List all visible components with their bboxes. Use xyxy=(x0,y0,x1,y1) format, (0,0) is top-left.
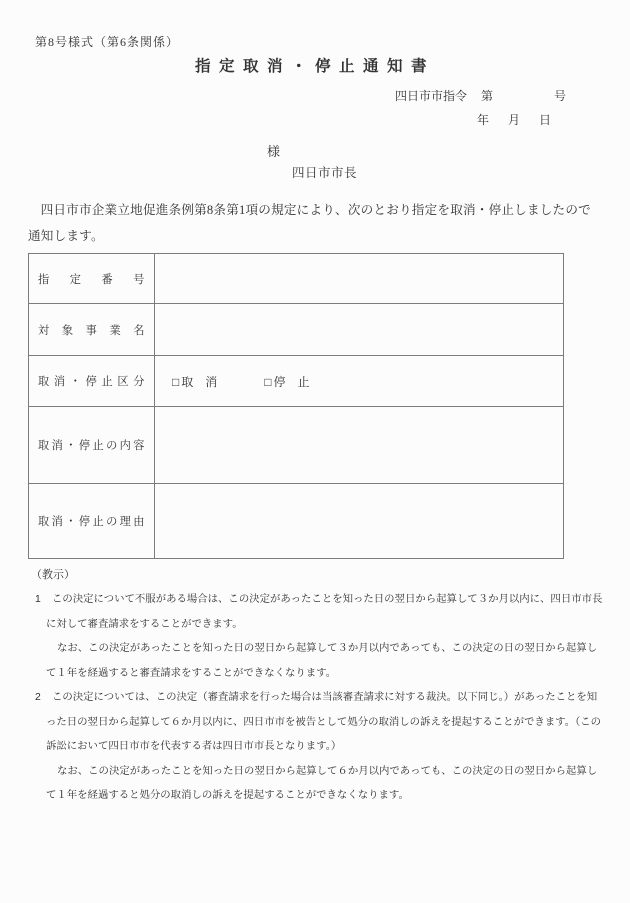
notice-section xyxy=(31,562,605,809)
cancel-option[interactable] xyxy=(172,375,217,389)
directive-number-prefix: 第 xyxy=(481,89,494,103)
table-row-business-name xyxy=(29,304,564,356)
form-table xyxy=(28,253,564,559)
date-line xyxy=(477,111,551,128)
table-row-designation-number xyxy=(29,254,564,304)
sender-name: 四日市市長 xyxy=(292,166,358,180)
notice-item-1-paragraph-2: なお、この決定があったことを知った日の翌日から起算して３か月以内であっても、この決定の日の翌日から起算して１年を経過すると審査請求をすることができなくなります。 xyxy=(46,643,598,679)
checkbox-suspend-icon[interactable]: □ xyxy=(264,374,272,389)
designation-number-label: 指定番号 xyxy=(29,254,155,304)
notice-item-2-number: 2 xyxy=(35,692,41,703)
form-number: 第8号様式（第6条関係） xyxy=(35,35,180,49)
notice-item-1 xyxy=(35,588,605,686)
category-field xyxy=(155,356,564,407)
designation-number-field[interactable] xyxy=(155,254,564,304)
reason-field[interactable] xyxy=(155,484,564,559)
notice-item-2-paragraph-1: この決定については、この決定（審査請求を行った場合は当該審査請求に対する裁決。以下同じ。）があったことを知った日の翌日から起算して６か月以内に、四日市市を被告として処分の取消しの訴えを提起することができます。（この訴訟において四日市市を代表する者は四日市市長となります。） xyxy=(46,692,602,752)
page-title: 指定取消・停止通知書 xyxy=(194,58,435,75)
notice-heading: （教示） xyxy=(31,569,75,581)
date-month-label: 月 xyxy=(508,113,521,127)
business-name-label: 対象事業名 xyxy=(29,304,155,356)
suspend-option[interactable] xyxy=(264,375,309,389)
content-field[interactable] xyxy=(155,407,564,484)
table-row-content xyxy=(29,407,564,484)
notice-item-1-paragraph-1: この決定について不服がある場合は、この決定があったことを知った日の翌日から起算して３か月以内に、四日市市長に対して審査請求をすることができます。 xyxy=(46,594,603,630)
date-day-label: 日 xyxy=(539,113,552,127)
table-row-reason xyxy=(29,484,564,559)
notice-item-2 xyxy=(35,686,605,809)
directive-number-suffix: 号 xyxy=(554,89,567,103)
notice-item-1-number: 1 xyxy=(35,594,41,605)
table-row-category xyxy=(29,356,564,407)
directive-authority: 四日市市指令 xyxy=(395,89,468,103)
suspend-option-label: 停 止 xyxy=(273,374,310,389)
checkbox-cancel-icon[interactable]: □ xyxy=(172,374,180,389)
category-label: 取消・停止区分 xyxy=(29,356,155,407)
notice-item-2-paragraph-2: なお、この決定があったことを知った日の翌日から起算して６か月以内であっても、この決定の日の翌日から起算して１年を経過すると処分の取消しの訴えを提起することができなくなります。 xyxy=(46,765,598,801)
cancel-option-label: 取 消 xyxy=(181,374,218,389)
content-label: 取消・停止の内容 xyxy=(29,407,155,484)
body-paragraph: 四日市市企業立地促進条例第8条第1項の規定により、次のとおり指定を取消・停止しましたので通知します。 xyxy=(28,203,591,243)
addressee-honorific: 様 xyxy=(267,144,281,159)
business-name-field[interactable] xyxy=(155,304,564,356)
reason-label: 取消・停止の理由 xyxy=(29,484,155,559)
directive-number-line xyxy=(395,87,566,104)
date-year-label: 年 xyxy=(477,113,490,127)
